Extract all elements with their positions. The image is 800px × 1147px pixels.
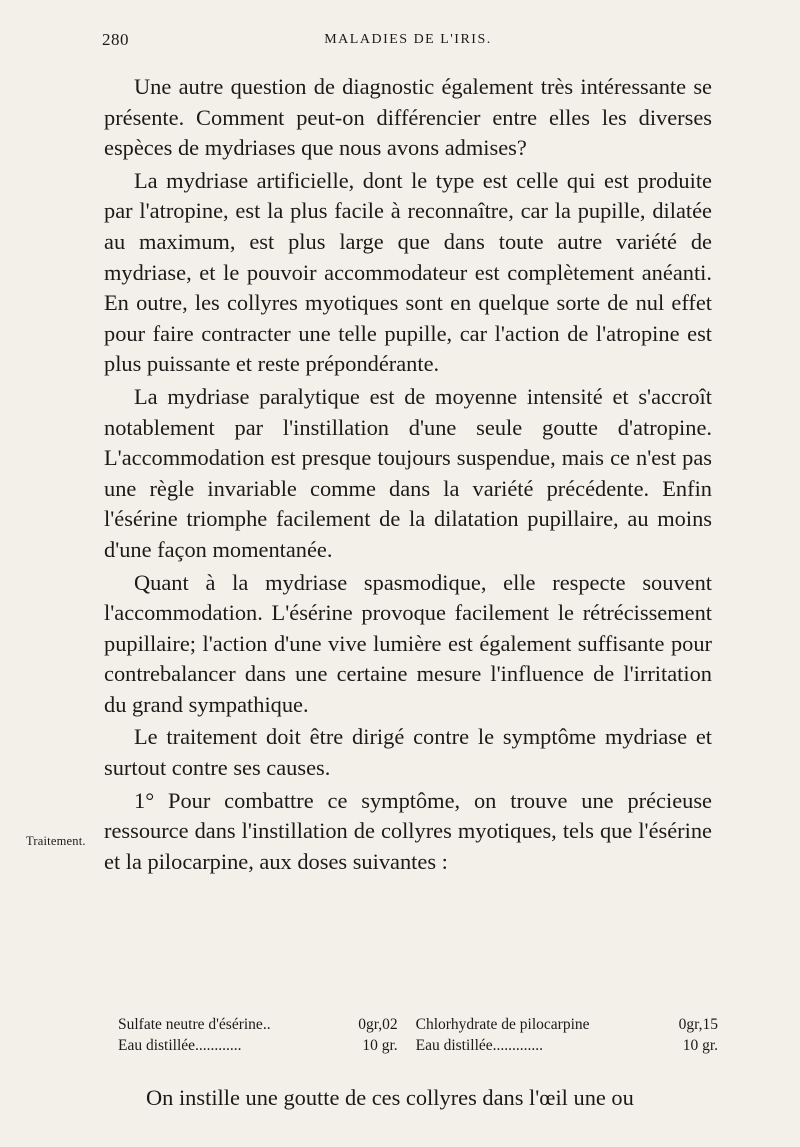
paragraph-myotic-collyria: 1° Pour combattre ce symptôme, on trouve une précieuse ressource dans l'instillation de collyres myotiques, tels que l'ésérine et la pilocarpine, aux doses suivantes : bbox=[104, 787, 712, 874]
prescription-row bbox=[118, 1014, 718, 1035]
prescription-amount: 10 gr. bbox=[362, 1037, 398, 1054]
prescription-item: Eau distillée............. bbox=[415, 1037, 544, 1054]
page-header bbox=[102, 30, 714, 58]
prescription-item: Chlorhydrate de pilocarpine bbox=[415, 1016, 590, 1033]
running-title: MALADIES DE L'IRIS. bbox=[324, 32, 492, 47]
final-text-line: On instille une goutte de ces collyres dans l'œil une ou bbox=[146, 1085, 634, 1110]
body-text bbox=[104, 72, 712, 877]
paragraph-diagnostic-question: Une autre question de diagnostic également très intéressante se présente. Comment peut-on différencier entre elles les diverses espèces de mydriases que nous avons admises? bbox=[104, 74, 712, 161]
prescription-table bbox=[118, 1014, 718, 1056]
prescription-amount: 10 gr. bbox=[682, 1037, 718, 1054]
prescription-row bbox=[118, 1035, 718, 1056]
prescription-amount: 0gr,15 bbox=[678, 1016, 718, 1033]
page-number: 280 bbox=[102, 30, 129, 49]
prescription-item: Eau distillée............ bbox=[118, 1037, 242, 1054]
prescription-item: Sulfate neutre d'ésérine.. bbox=[118, 1016, 271, 1033]
paragraph-paralytic-mydriasis: La mydriase paralytique est de moyenne intensité et s'accroît notablement par l'instillation d'une seule goutte d'atropine. L'accommodation est presque toujours suspendue, mais ce n'est pas une règle invariable comme dans la variété précédente. Enfin l'ésérine triomphe facilement de la dilatation pupillaire, au moins d'une façon momentanée. bbox=[104, 383, 712, 562]
paragraph-artificial-mydriasis: La mydriase artificielle, dont le type est celle qui est produite par l'atropine, est la plus facile à reconnaître, car la pupille, dilatée au maximum, est plus large que dans toute autre variété de mydriase, et le pouvoir accommodateur est complètement anéanti. En outre, les collyres myotiques sont en quelque sorte de nul effet pour faire contracter une telle pupille, car l'action de l'atropine est plus puissante et reste prépondérante. bbox=[104, 167, 712, 377]
margin-note-traitement: Traitement. bbox=[26, 834, 86, 848]
paragraph-treatment: Le traitement doit être dirigé contre le symptôme mydriase et surtout contre ses causes. bbox=[104, 724, 712, 781]
prescription-amount: 0gr,02 bbox=[358, 1016, 398, 1033]
paragraph-spasmodic-mydriasis: Quant à la mydriase spasmodique, elle respecte souvent l'accommodation. L'ésérine provoque facilement le rétrécissement pupillaire; l'action d'une vive lumière est également suffisante pour contrebalancer dans une certaine mesure l'influence de l'irritation du grand sympathique. bbox=[104, 569, 712, 717]
